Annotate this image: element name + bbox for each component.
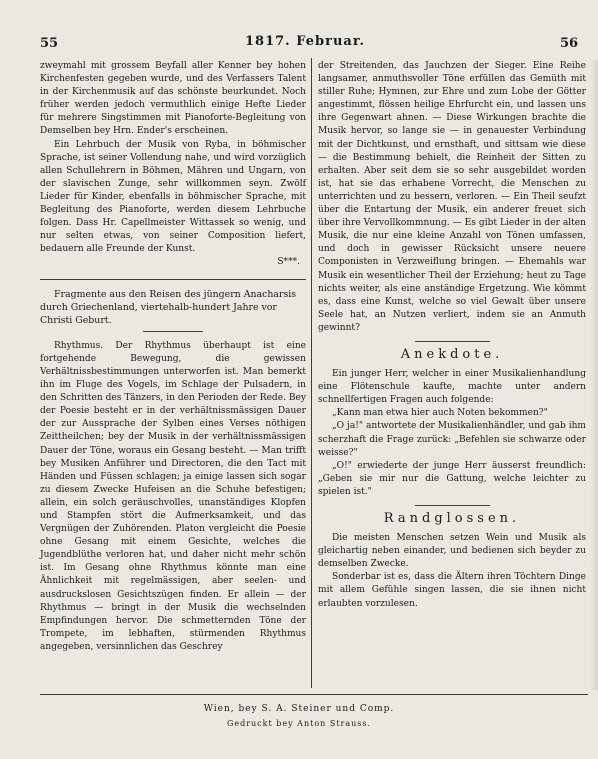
- left-column: [40, 60, 306, 654]
- page-number-right: 56: [560, 36, 579, 51]
- page-header: [0, 34, 598, 56]
- gloss-wine-music: Die meisten Menschen setzen Wein und Musik als gleichartig neben einander, und bedienen sich beyder zu demselben Zwecke.: [318, 533, 586, 570]
- section-divider: [415, 341, 490, 342]
- footer-divider: [40, 694, 588, 695]
- heading-anekdote: Anekdote.: [400, 346, 504, 362]
- paragraph-music-effects: der Streitenden, das Jauchzen der Sieger. Eine Reihe langsamer, anmuthsvoller Töne erfüllen das Gemüth mit stiller Ruhe; Hymnen, zur Ehre und zum Lobe der Götter angestimmt, flössen heilige Ehrfurcht ein, und lassen uns ihre Gegenwart ahnen. — Diese Wirkungen brachte die Musik hervor, so lange sie — in genauester Verbindung mit der Dichtkunst, und ernsthaft, und sittsam wie diese — die Bestimmung behielt, die Reinheit der Sitten zu erhalten. Aber seit dem sie so sehr ausgebildet worden ist, hat sie das erhabene Vorrecht, die Menschen zu unterrichten und zu bessern, verloren. — Ein Theil seufzt über die Entartung der Musik, ein anderer freuet sich über ihre Vervollkommnung. — Es gibt Lieder in der alten Musik, die nur eine kleine Anzahl von Tönen umfassen, und doch in gewisser Rücksicht unsere neuere Componisten in Verzweiflung bringen. — Ehemahls war Musik ein wesentlicher Theil der Erziehung; heut zu Tage nichts weiter, als eine anständige Ergetzung. Wie kömmt es, dass eine Kunst, welche so viel Gewalt über unsere Seele hat, an Nutzen verliert, indem sie an Anmuth gewinnt?: [318, 61, 586, 333]
- section-divider: [415, 505, 490, 506]
- publisher-imprint: Wien, bey S. A. Steiner und Comp.: [203, 704, 395, 714]
- title-underline: [143, 331, 203, 332]
- right-column: [318, 60, 586, 611]
- page-edge-shadow: [590, 60, 598, 690]
- heading-randglossen: Randglossen.: [383, 511, 521, 526]
- page-number-left: 55: [40, 36, 59, 51]
- anecdote-intro: Ein junger Herr, welcher in einer Musikalienhandlung eine Flötenschule kaufte, machte unter andern schnellfertigen Fragen auch folgende:: [318, 369, 586, 406]
- paragraph-church-music: zweymahl mit grossem Beyfall aller Kenner bey hohen Kirchenfesten gegeben wurde, und des Verfassers Talent in der Kirchenmusik auf das schönste beurkundet. Noch früher werden jedoch vermuthlich einige Hefte Lieder für mehrere Singstimmen mit Pianoforte-Begleitung von Demselben bey Hrn. Ender's erscheinen.: [40, 61, 306, 137]
- anecdote-question: „Kann man etwa hier auch Noten bekommen?": [332, 408, 548, 419]
- issue-date-title: 1817. Februar.: [245, 34, 366, 49]
- printer-imprint: Gedruckt bey Anton Strauss.: [226, 719, 372, 728]
- author-signature: S***.: [277, 257, 300, 268]
- column-divider: [311, 58, 312, 688]
- gloss-daughters: Sonderbar ist es, dass die Ältern ihren Töchtern Dinge mit allem Gefühle singen lassen, die sie ihnen nicht erlaubten vorzulesen.: [318, 572, 586, 609]
- anecdote-reply: „O ja!" antwortete der Musikalienhändler, und gab ihm scherzhaft die Frage zurück: „Befehlen sie schwarze oder weisse?": [318, 421, 586, 458]
- anecdote-answer: „O!" erwiederte der junge Herr äusserst freundlich: „Geben sie mir nur die Gattung, welche leichter zu spielen ist.": [318, 460, 586, 497]
- section-divider: [40, 279, 306, 280]
- paragraph-ryba-textbook: Ein Lehrbuch der Musik von Ryba, in böhmischer Sprache, ist seiner Vollendung nahe, und wird vorzüglich allen Schullehrern in Böhmen, Mähren und Ungarn, von der slavischen Zunge, sehr willkommen seyn. Zwölf Lieder für Kinder, ebenfalls in böhmischer Sprache, mit Begleitung des Pianoforte, werden diesem Lehrbuche folgen. Dass Hr. Capellmeister Wittassek so wenig, und nur selten etwas, von seiner Composition liefert, bedauern alle Freunde der Kunst.: [40, 139, 306, 255]
- article-title: Fragmente aus den Reisen des jüngern Anacharsis durch Griechenland, viertehalb-hundert Jahre vor Christi Geburt.: [40, 288, 297, 326]
- paragraph-rhythm: Rhythmus. Der Rhythmus überhaupt ist eine fortgehende Bewegung, die gewissen Verhältnissbestimmungen unterworfen ist. Man bemerkt ihn im Fluge des Vogels, im Schlage der Pulsadern, in den Schritten des Tänzers, in den Perioden der Rede. Bey der Poesie besteht er in der verhältnissmässigen Dauer der zur Aussprache der Sylben eines Verses nöthigen Zeittheilchen; bey der Musik in der verhältnissmässigen Dauer der Töne, woraus ein Gesang besteht. — Man trifft bey Musiken Anführer und Directoren, die den Tact mit Händen und Füssen schlagen; ja einige lassen sich sogar zu diesem Zwecke Hufeisen an die Schuhe befestigen; allein, ein solch geräuschvolles, unanständiges Klopfen und Stampfen stört die Aufmerksamkeit, und das Vergnügen der Zuhörenden. Platon vergleicht die Poesie ohne Gesang mit einem Gesichte, welches die Jugendblüthe verloren hat, und daher nicht mehr schön ist. Im Gesang ohne Rhythmus könnte man eine Ähnlichkeit mit regelmässigen, aber seelen- und ausdruckslosen Gesichtszügen finden. Er allein — der Rhythmus — bringt in der Musik die wechselnden Empfindungen hervor. Die schmetternden Töne der Trompete, im lebhaften, stürmenden Rhythmus angegeben, versinnlichen das Geschrey: [40, 340, 306, 652]
